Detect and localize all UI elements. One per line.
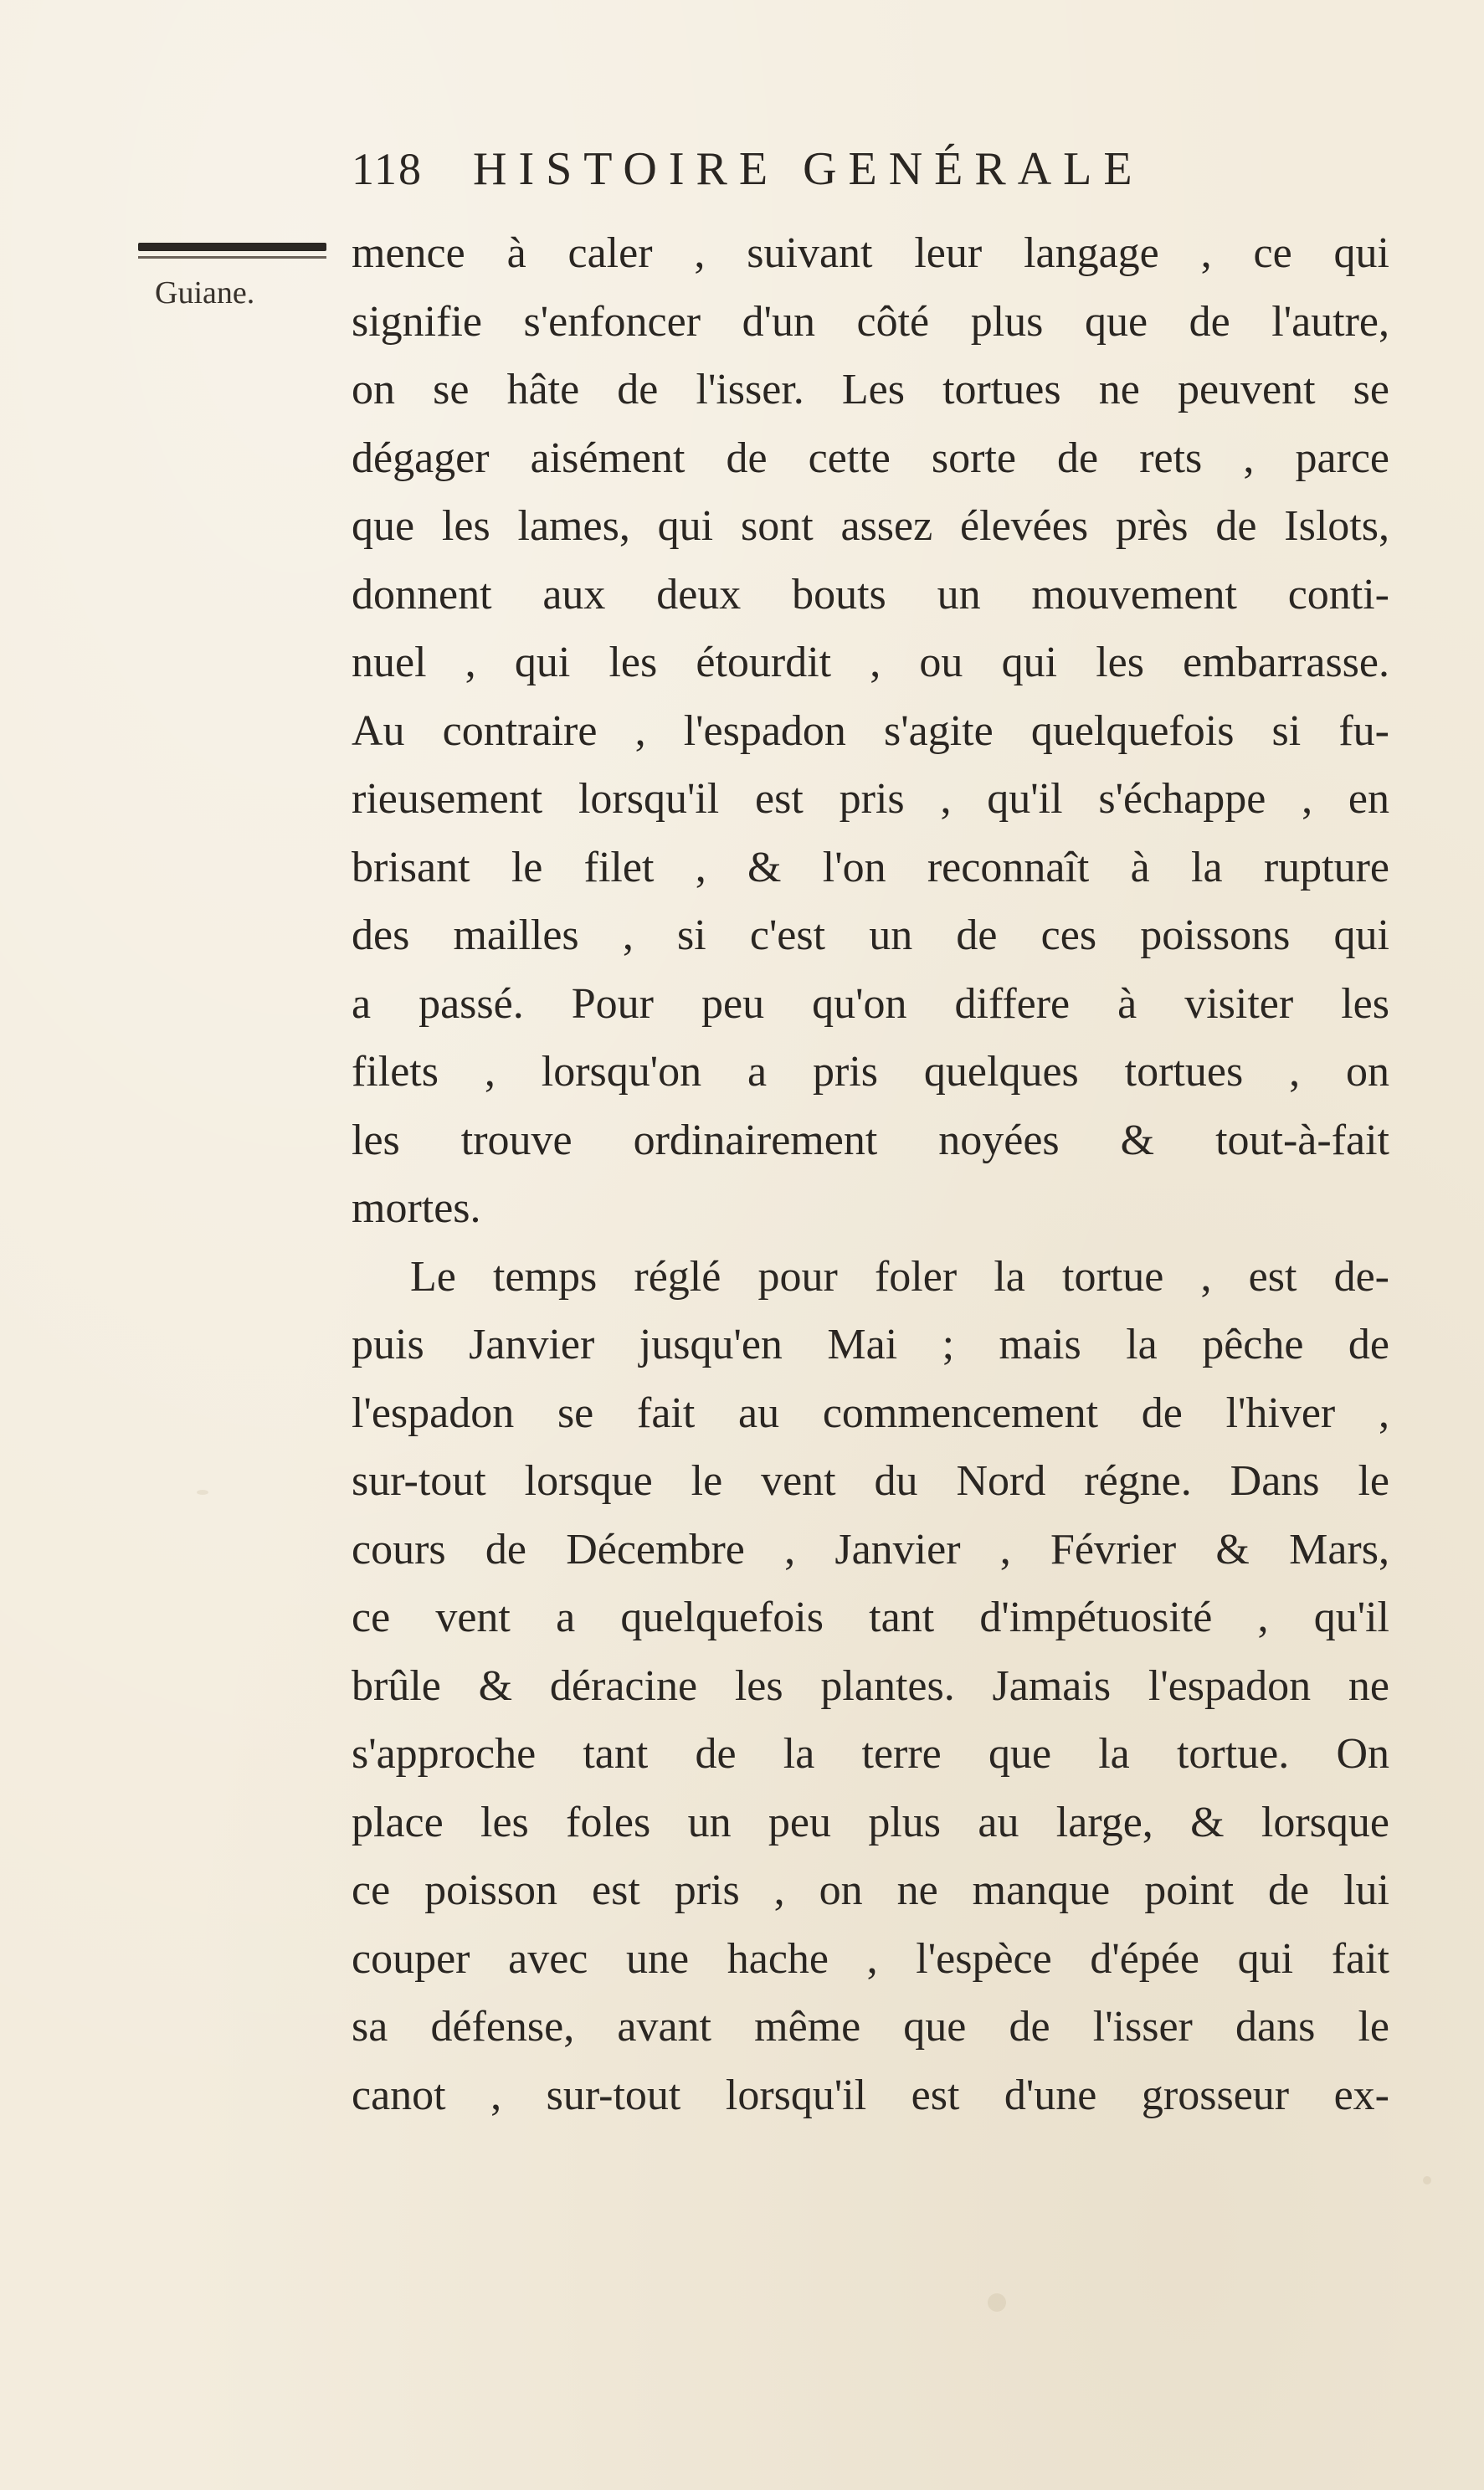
text-line: les trouve ordinairement noyées & tout-à-fait (352, 1116, 1389, 1164)
text-line: nuel , qui les étourdit , ou qui les embarrasse. (352, 639, 1389, 686)
text-line: Le temps réglé pour foler la tortue , est de- (410, 1252, 1389, 1301)
text-line: Au contraire , l'espadon s'agite quelquefois si fu- (352, 706, 1389, 755)
margin-rule (138, 243, 326, 251)
text-line: dégager aisément de cette sorte de rets , parce (352, 434, 1389, 482)
foxing-spot (197, 1490, 208, 1495)
text-line: sa défense, avant même que de l'isser dans le (352, 2003, 1389, 2051)
page-number: 118 (352, 144, 423, 194)
body-text (352, 219, 1389, 2129)
text-line: puis Janvier jusqu'en Mai ; mais la pêche de (352, 1321, 1389, 1368)
text-line: signifie s'enfoncer d'un côté plus que de l'autre, (352, 297, 1389, 346)
text-line: ce poisson est pris , on ne manque point de lui (352, 1866, 1389, 1914)
text-line: filets , lorsqu'on a pris quelques tortues , on (352, 1048, 1389, 1096)
text-line: a passé. Pour peu qu'on differe à visiter les (352, 979, 1389, 1028)
running-title: HISTOIRE GENÉRALE (473, 143, 1144, 195)
text-line: sur-tout lorsque le vent du Nord régne. Dans le (352, 1457, 1389, 1505)
text-line: brisant le filet , & l'on reconnaît à la rupture (352, 843, 1389, 891)
foxing-spot (1423, 2176, 1431, 2185)
foxing-spot (988, 2293, 1006, 2312)
margin-note: Guiane. (155, 275, 255, 311)
text-line: des mailles , si c'est un de ces poissons qui (352, 911, 1389, 959)
text-line: ce vent a quelquefois tant d'impétuosité , qu'il (352, 1594, 1389, 1641)
text-line: donnent aux deux bouts un mouvement conti- (352, 570, 1389, 619)
text-line: place les foles un peu plus au large, & lorsque (352, 1798, 1389, 1846)
running-header (352, 142, 1389, 209)
text-line: mortes. (352, 1184, 481, 1232)
text-line: que les lames, qui sont assez élevées près de Islots, (352, 502, 1389, 550)
text-line: on se hâte de l'isser. Les tortues ne peuvent se (352, 366, 1389, 413)
text-line: couper avec une hache , l'espèce d'épée qui fait (352, 1934, 1389, 1983)
text-line: brûle & déracine les plantes. Jamais l'espadon ne (352, 1661, 1389, 1710)
text-line: s'approche tant de la terre que la tortue. On (352, 1730, 1389, 1778)
text-line: mence à caler , suivant leur langage , ce qui (352, 229, 1389, 277)
text-line: l'espadon se fait au commencement de l'hiver , (352, 1389, 1389, 1437)
text-line: cours de Décembre , Janvier , Février & Mars, (352, 1525, 1389, 1574)
text-line: rieusement lorsqu'il est pris , qu'il s'échappe , en (352, 775, 1389, 823)
text-line: canot , sur-tout lorsqu'il est d'une grosseur ex- (352, 2071, 1389, 2119)
